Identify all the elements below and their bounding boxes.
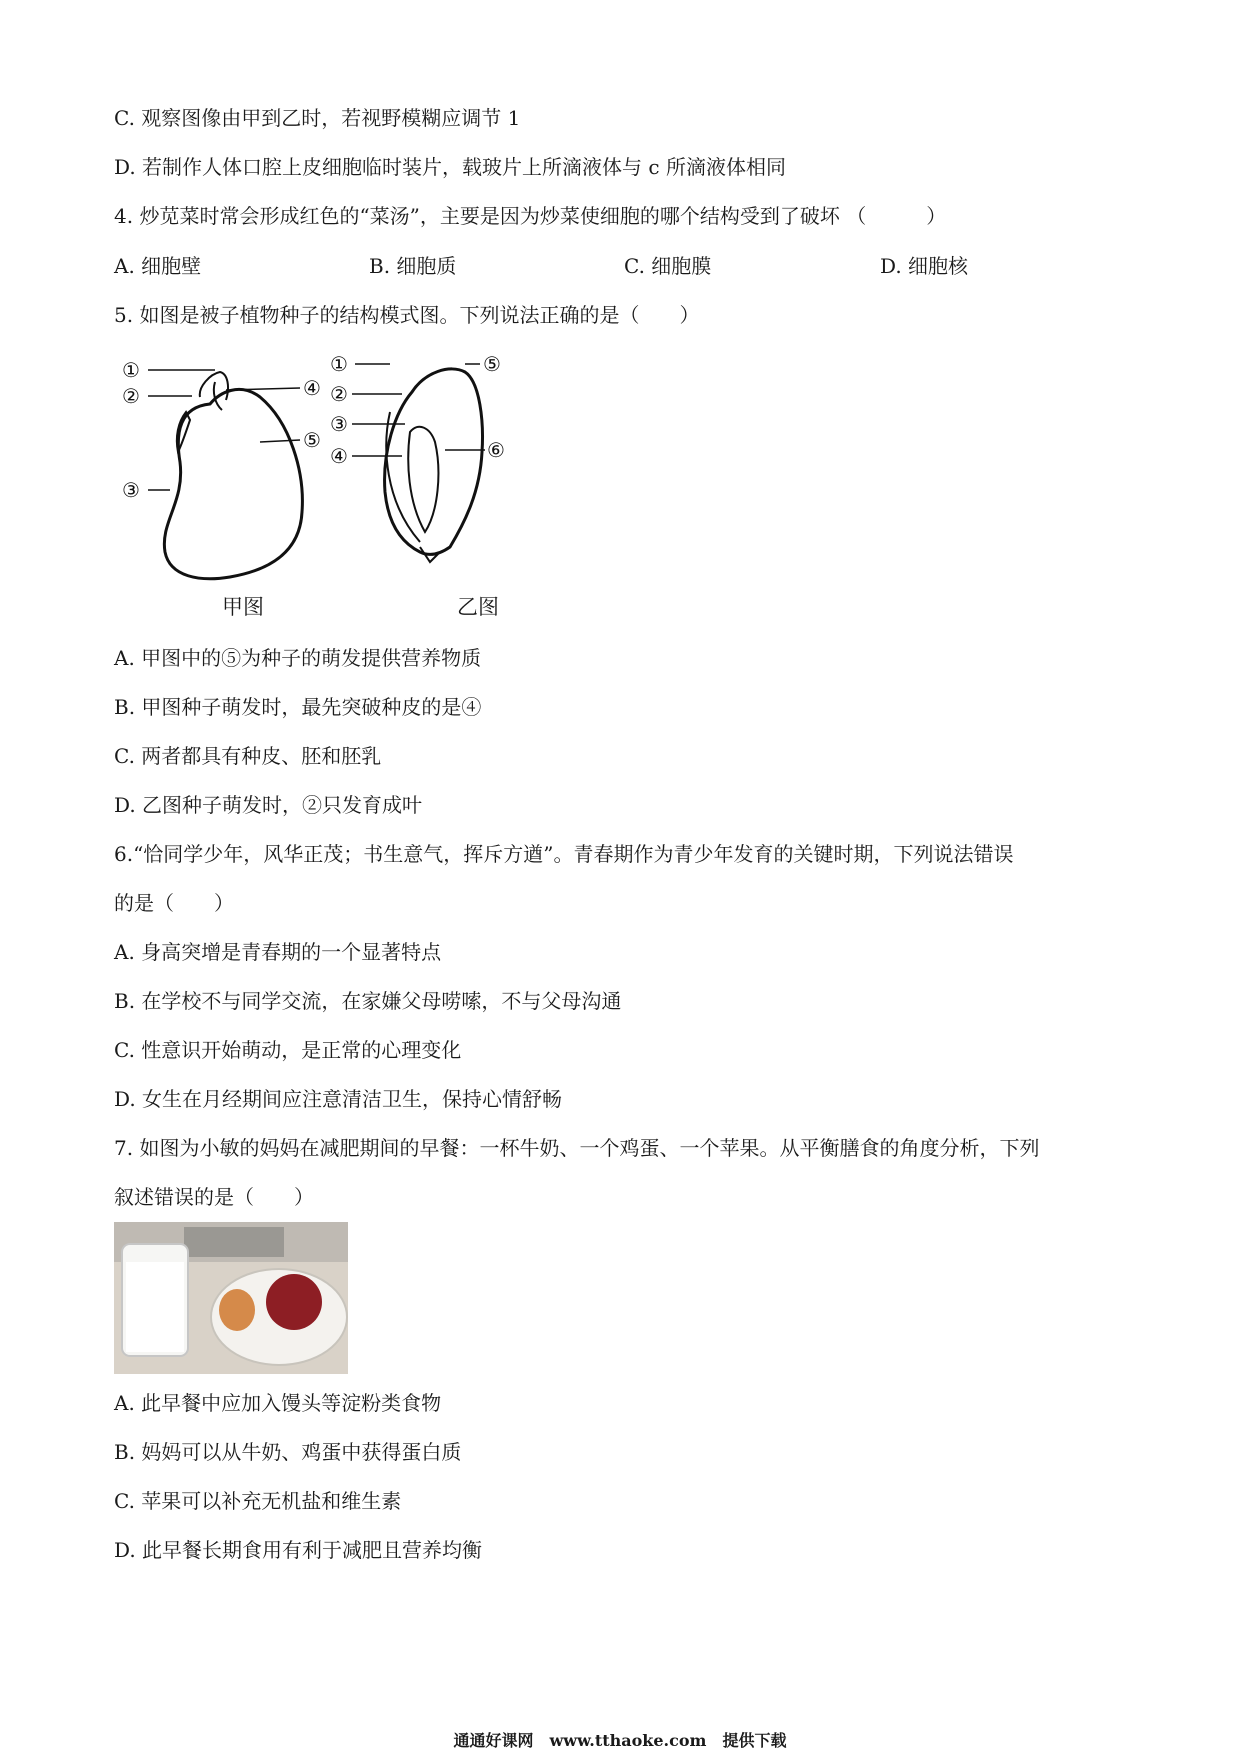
q7-option-a: A. 此早餐中应加入馒头等淀粉类食物: [114, 1391, 442, 1415]
q4-option-d: D. 细胞核: [880, 254, 969, 278]
q6-stem-line2: 的是（ ）: [114, 891, 234, 915]
q6-stem-line1: 6.“恰同学少年，风华正茂；书生意气，挥斥方遒”。青春期作为青少年发育的关键时期，下列说法错误: [114, 842, 1014, 866]
corn-label-6: ⑥: [487, 438, 505, 462]
corn-label-3: ③: [330, 412, 348, 436]
bean-seed-diagram: [164, 372, 302, 579]
corn-caption: 乙图: [457, 595, 499, 619]
page-footer: 通通好课网 www.tthaoke.com 提供下载: [453, 1731, 787, 1750]
q4-stem: 4. 炒苋菜时常会形成红色的“菜汤”，主要是因为炒菜使细胞的哪个结构受到了破坏 （ ）: [114, 204, 947, 228]
q6-option-a: A. 身高突增是青春期的一个显著特点: [114, 940, 442, 964]
bean-caption: 甲图: [222, 595, 264, 619]
bean-label-3: ③: [122, 478, 140, 502]
q4-option-b: B. 细胞质: [369, 254, 457, 278]
bean-label-5: ⑤: [303, 428, 321, 452]
q3-option-c: C. 观察图像由甲到乙时，若视野模糊应调节 1: [114, 106, 521, 130]
corn-label-5: ⑤: [483, 352, 501, 376]
q4-option-a: A. 细胞壁: [114, 254, 202, 278]
seed-structure-figure: [120, 352, 580, 582]
corn-label-1: ①: [330, 352, 348, 376]
q7-option-c: C. 苹果可以补充无机盐和维生素: [114, 1489, 402, 1513]
q5-option-a: A. 甲图中的⑤为种子的萌发提供营养物质: [114, 646, 482, 670]
q7-option-d: D. 此早餐长期食用有利于减肥且营养均衡: [114, 1538, 483, 1562]
q7-stem-line2: 叙述错误的是（ ）: [114, 1185, 314, 1209]
q7-option-b: B. 妈妈可以从牛奶、鸡蛋中获得蛋白质: [114, 1440, 462, 1464]
q5-option-b: B. 甲图种子萌发时，最先突破种皮的是④: [114, 695, 482, 719]
q6-option-b: B. 在学校不与同学交流，在家嫌父母唠嗦，不与父母沟通: [114, 989, 622, 1013]
bean-label-1: ①: [122, 358, 140, 382]
bean-label-2: ②: [122, 384, 140, 408]
laptop-shape: [184, 1227, 284, 1257]
breakfast-photo: [114, 1222, 348, 1374]
egg-shape: [219, 1289, 255, 1331]
bean-label-4: ④: [303, 376, 321, 400]
q5-option-d: D. 乙图种子萌发时，②只发育成叶: [114, 793, 423, 817]
corn-label-2: ②: [330, 382, 348, 406]
apple-shape: [266, 1274, 322, 1330]
q6-option-c: C. 性意识开始萌动，是正常的心理变化: [114, 1038, 462, 1062]
q5-stem: 5. 如图是被子植物种子的结构模式图。下列说法正确的是（ ）: [114, 303, 700, 327]
corn-label-4: ④: [330, 444, 348, 468]
q5-option-c: C. 两者都具有种皮、胚和胚乳: [114, 744, 382, 768]
q3-option-d: D. 若制作人体口腔上皮细胞临时装片，载玻片上所滴液体与 c 所滴液体相同: [114, 155, 786, 179]
q6-option-d: D. 女生在月经期间应注意清洁卫生，保持心情舒畅: [114, 1087, 563, 1111]
q7-stem-line1: 7. 如图为小敏的妈妈在减肥期间的早餐：一杯牛奶、一个鸡蛋、一个苹果。从平衡膳食的角度分析，下列: [114, 1136, 1040, 1160]
corn-seed-diagram: [385, 369, 483, 562]
q4-option-c: C. 细胞膜: [624, 254, 712, 278]
